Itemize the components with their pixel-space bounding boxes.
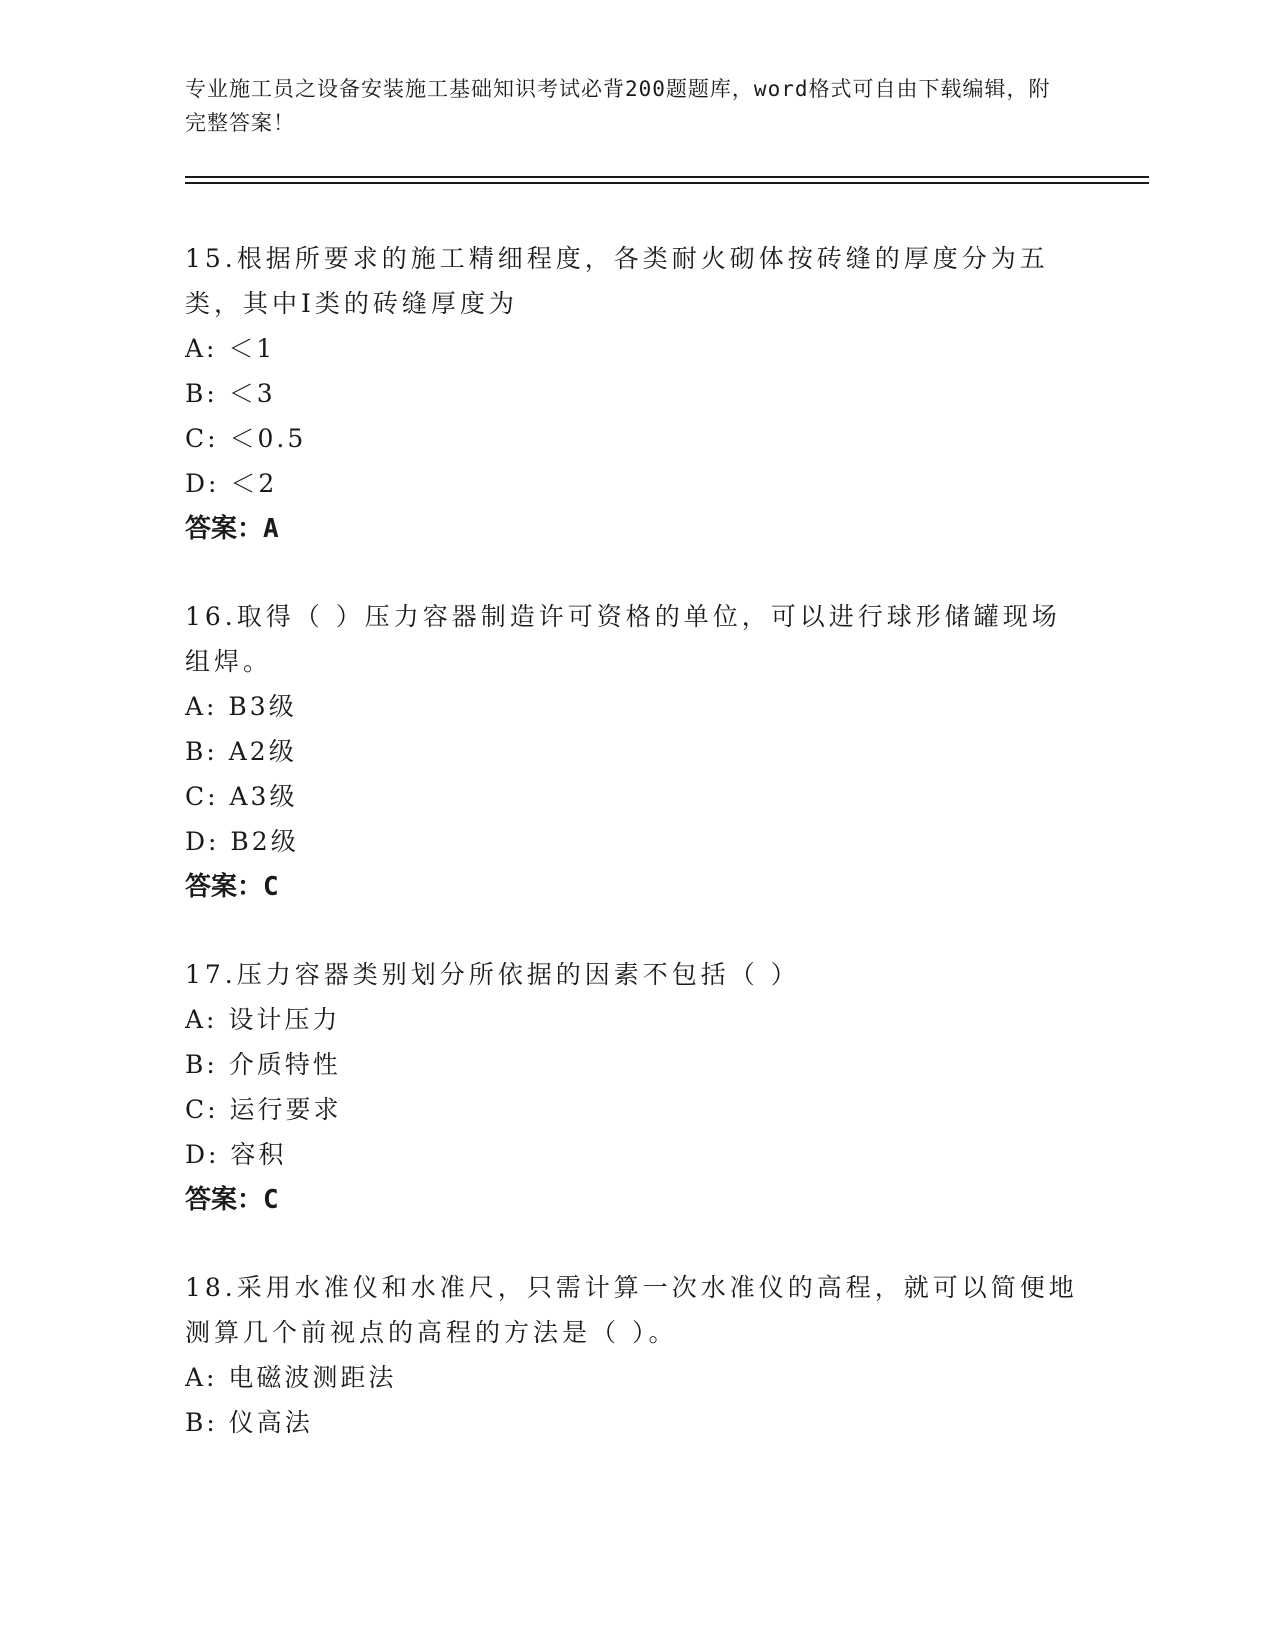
document-header: 专业施工员之设备安装施工基础知识考试必背200题题库，word格式可自由下载编辑，附完整答案！ bbox=[185, 77, 1051, 135]
option-a: A: 设计压力 bbox=[185, 1005, 341, 1034]
header-divider-bottom bbox=[185, 182, 1149, 184]
option-a: A: 电磁波测距法 bbox=[185, 1363, 397, 1392]
option-d: D: 容积 bbox=[185, 1140, 287, 1169]
option-c: C: A3级 bbox=[185, 782, 298, 811]
header-divider-top bbox=[185, 176, 1149, 178]
option-b: B: 仪高法 bbox=[185, 1408, 313, 1437]
option-a: A: B3级 bbox=[185, 692, 297, 721]
option-b: B: ＜3 bbox=[185, 379, 276, 408]
option-d: D: ＜2 bbox=[185, 469, 278, 498]
question-stem: 15.根据所要求的施工精细程度，各类耐火砌体按砖缝的厚度分为五类，其中Ⅰ类的砖缝厚度为 bbox=[185, 244, 1049, 318]
question-stem: 16.取得（ ）压力容器制造许可资格的单位，可以进行球形储罐现场组焊。 bbox=[185, 602, 1061, 676]
option-c: C: ＜0.5 bbox=[185, 424, 307, 453]
question-stem: 17.压力容器类别划分所依据的因素不包括（ ） bbox=[185, 960, 800, 989]
answer-label: 答案：A bbox=[185, 514, 279, 544]
option-d: D: B2级 bbox=[185, 827, 299, 856]
answer-label: 答案：C bbox=[185, 1185, 279, 1215]
option-b: B: A2级 bbox=[185, 737, 297, 766]
question-list bbox=[185, 236, 1085, 1487]
answer-label: 答案：C bbox=[185, 872, 279, 902]
option-a: A: ＜1 bbox=[185, 334, 276, 363]
option-b: B: 介质特性 bbox=[185, 1050, 341, 1079]
option-c: C: 运行要求 bbox=[185, 1095, 342, 1124]
question-18 bbox=[185, 1265, 1085, 1445]
question-15 bbox=[185, 236, 1085, 552]
question-17 bbox=[185, 952, 1085, 1223]
question-stem: 18.采用水准仪和水准尺，只需计算一次水准仪的高程，就可以简便地测算几个前视点的高程的方法是（ ）。 bbox=[185, 1273, 1078, 1347]
question-16 bbox=[185, 594, 1085, 910]
